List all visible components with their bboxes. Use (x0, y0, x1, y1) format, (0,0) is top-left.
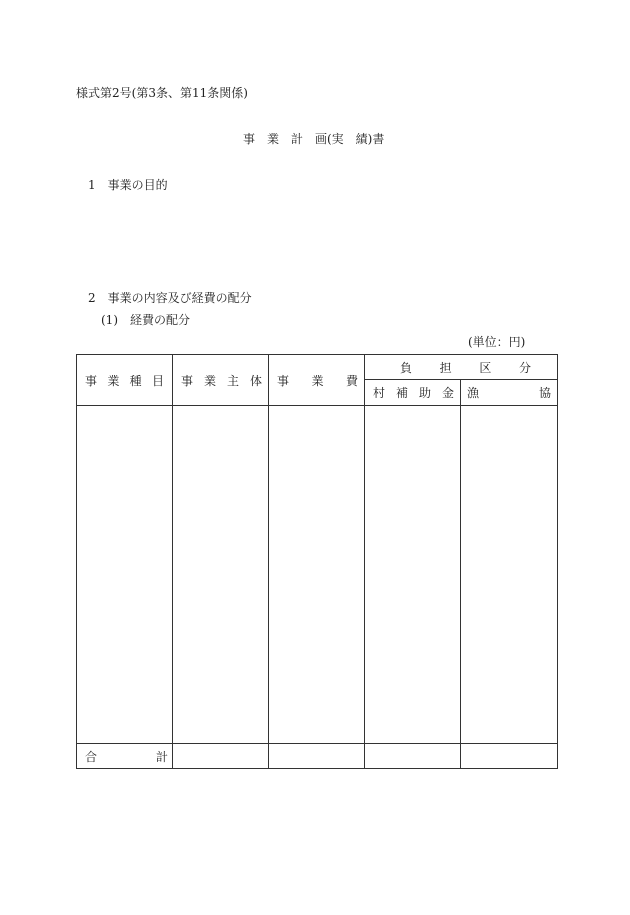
cell-fishery-coop[interactable] (461, 406, 558, 744)
total-fishery-coop[interactable] (461, 744, 558, 769)
header-char: 業 (203, 373, 216, 388)
total-char: 計 (155, 749, 168, 764)
unit-note: (単位：円) (468, 335, 526, 349)
header-char: 事 (181, 373, 194, 388)
total-row (77, 744, 558, 769)
header-village-subsidy (365, 380, 461, 406)
cell-business-cost[interactable] (269, 406, 365, 744)
header-char: 分 (518, 360, 531, 375)
header-char: 助 (418, 386, 431, 400)
header-char: 主 (226, 373, 239, 388)
cell-business-item[interactable] (77, 406, 173, 744)
cell-village-subsidy[interactable] (365, 406, 461, 744)
header-char: 目 (151, 373, 164, 388)
header-char: 業 (107, 373, 120, 388)
header-business-cost (269, 355, 365, 406)
table-body-row (77, 406, 558, 744)
header-char: 業 (311, 373, 324, 388)
header-char: 種 (129, 373, 142, 388)
section-1-heading: 1 事業の目的 (88, 178, 168, 192)
total-label (77, 744, 173, 769)
document-title: 事 業 計 画(実 績)書 (243, 132, 385, 146)
header-char: 費 (345, 373, 358, 388)
header-char: 補 (395, 386, 408, 400)
form-number: 様式第2号(第3条、第11条関係) (76, 86, 248, 100)
header-char: 村 (373, 386, 386, 400)
header-fishery-coop (461, 380, 558, 406)
header-char: 漁 (467, 386, 480, 400)
header-row-1 (77, 355, 558, 380)
header-business-entity (173, 355, 269, 406)
header-char: 体 (249, 373, 262, 388)
header-char: 事 (277, 373, 290, 388)
header-char: 事 (85, 373, 98, 388)
header-business-item (77, 355, 173, 406)
header-char: 協 (538, 386, 551, 400)
header-char: 担 (439, 360, 452, 375)
cost-allocation-table (76, 354, 558, 769)
total-business-cost[interactable] (269, 744, 365, 769)
header-char: 負 (400, 360, 413, 375)
cell-business-entity[interactable] (173, 406, 269, 744)
total-char: 合 (85, 749, 98, 764)
total-business-entity[interactable] (173, 744, 269, 769)
header-char: 金 (441, 386, 454, 400)
header-char: 区 (479, 360, 492, 375)
subsection-1-heading: (1) 経費の配分 (101, 313, 190, 327)
total-village-subsidy[interactable] (365, 744, 461, 769)
section-2-heading: 2 事業の内容及び経費の配分 (88, 291, 252, 305)
header-burden-category (365, 355, 558, 380)
